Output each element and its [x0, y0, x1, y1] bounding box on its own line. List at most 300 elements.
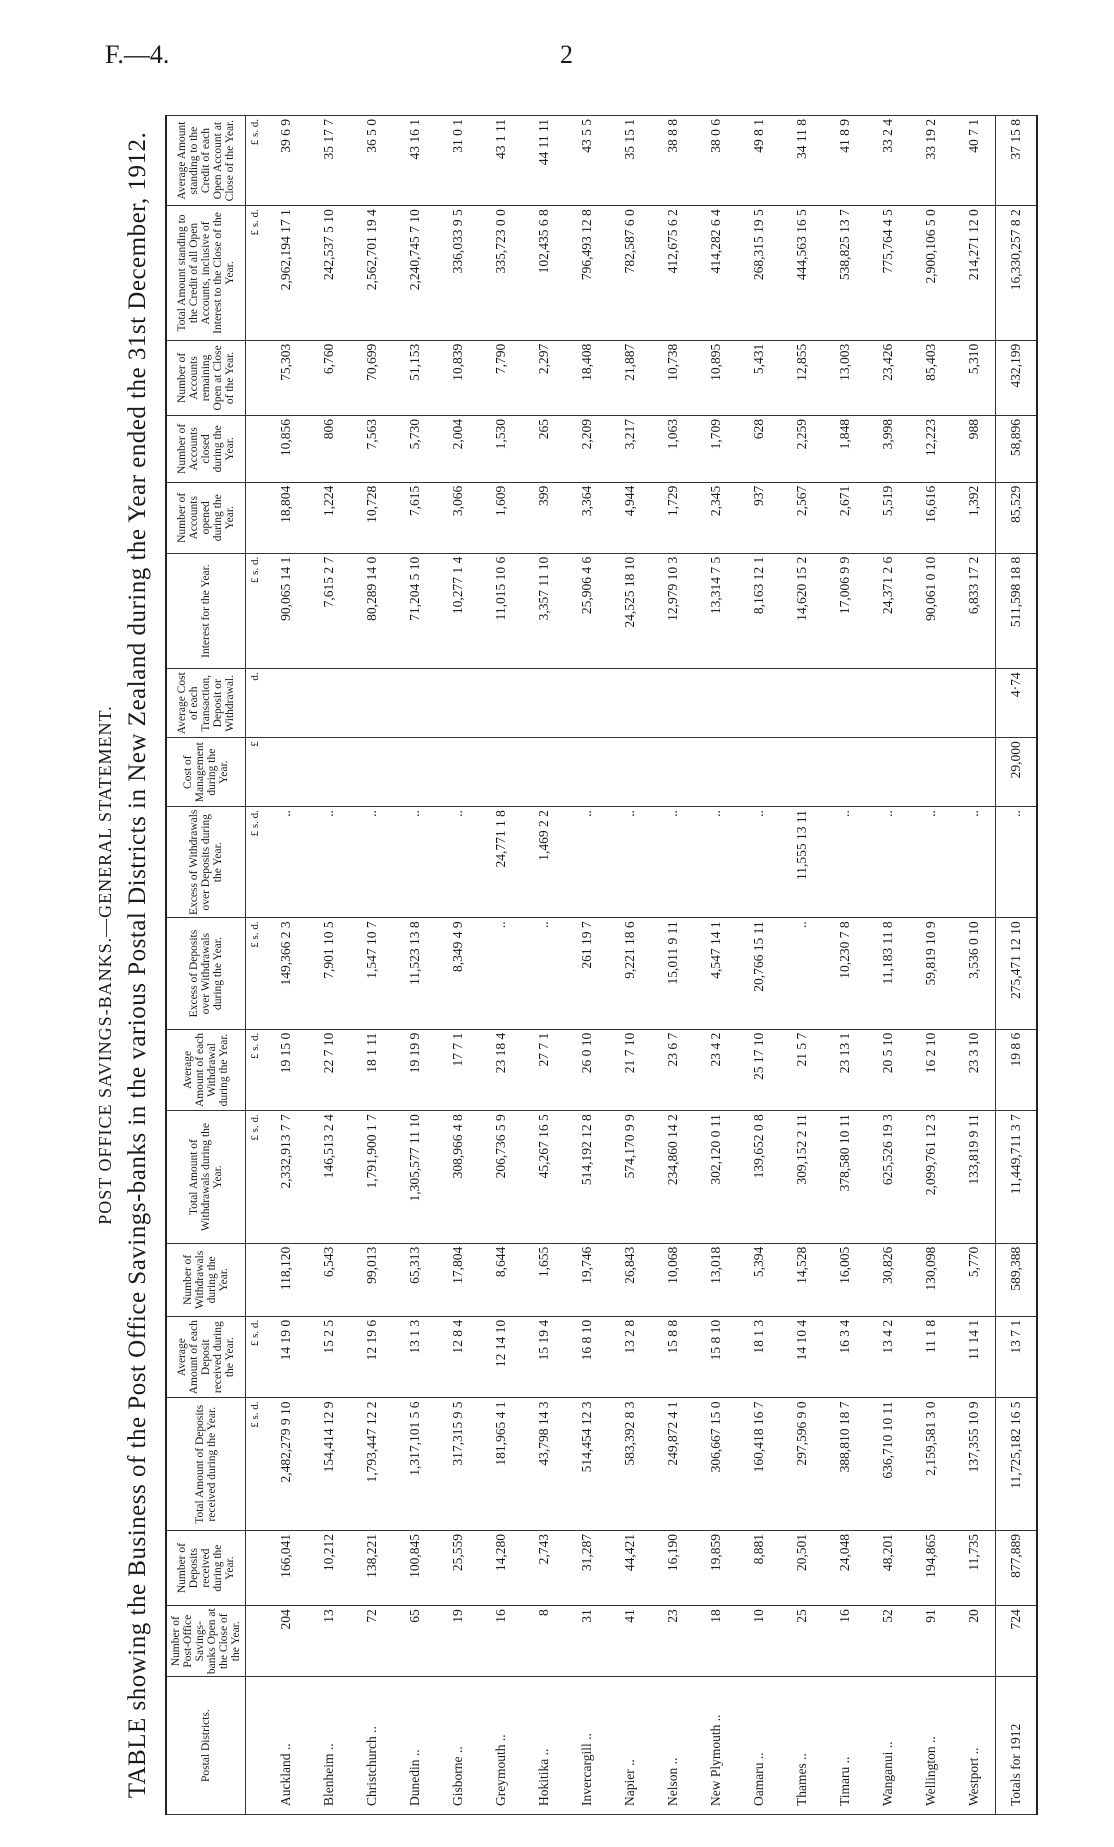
cell-withdrawals-amt: 206,736 5 9 — [479, 1111, 522, 1243]
units-row — [246, 116, 265, 1815]
cell-avg-cost — [393, 669, 436, 738]
cell-deposits-num: 24,048 — [823, 1530, 866, 1605]
unit-cell: £ s. d. — [246, 1111, 265, 1243]
cell-withdrawals-amt: 234,860 14 2 — [651, 1111, 694, 1243]
cell-avg-cost — [780, 669, 823, 738]
cell-deposit-avg: 15 2 5 — [307, 1316, 350, 1398]
cell-deposit-avg: 13 1 3 — [393, 1316, 436, 1398]
cell-remaining: 2,297 — [522, 340, 565, 415]
col-header-average-standing: Average Amount standing to the Credit of each Open Account at Close of the Year. — [166, 116, 246, 206]
cell-offices: 16 — [479, 1606, 522, 1677]
cell-avg-cost — [866, 669, 909, 738]
cell-deposits-num: 11,735 — [952, 1530, 996, 1605]
cell-deposit-avg: 15 8 8 — [651, 1316, 694, 1398]
cell-district: Christchurch .. — [350, 1677, 393, 1815]
cell-avg-cost — [522, 669, 565, 738]
cell-avg-cost — [307, 669, 350, 738]
cell-remaining: 5,431 — [737, 340, 780, 415]
total-withdrawal-avg: 19 8 6 — [996, 1029, 1038, 1111]
cell-remaining: 10,839 — [436, 340, 479, 415]
cell-avg-cost — [694, 669, 737, 738]
cell-opened: 10,728 — [350, 482, 393, 553]
cell-deposits-num: 20,501 — [780, 1530, 823, 1605]
cell-total-standing: 2,240,745 7 10 — [393, 206, 436, 341]
cell-withdrawals-amt: 1,305,577 11 10 — [393, 1111, 436, 1243]
cell-closed: 12,223 — [909, 416, 952, 483]
cell-avg-cost — [479, 669, 522, 738]
cell-avg-cost — [436, 669, 479, 738]
unit-cell — [246, 416, 265, 483]
cell-deposits-amt: 514,454 12 3 — [565, 1398, 608, 1530]
unit-cell — [246, 340, 265, 415]
header-row — [166, 116, 246, 1815]
cell-total-standing: 538,825 13 7 — [823, 206, 866, 341]
total-remaining: 432,199 — [996, 340, 1038, 415]
cell-deposits-amt: 388,810 18 7 — [823, 1398, 866, 1530]
cell-avg-standing: 39 6 9 — [264, 116, 307, 206]
cell-withdrawal-avg: 23 6 7 — [651, 1029, 694, 1111]
cell-district: Greymouth .. — [479, 1677, 522, 1815]
cell-offices: 19 — [436, 1606, 479, 1677]
cell-cost — [952, 738, 996, 807]
page-reference: F.—4. — [105, 40, 170, 69]
unit-cell: £ s. d. — [246, 206, 265, 341]
cell-closed: 265 — [522, 416, 565, 483]
total-cost: 29,000 — [996, 738, 1038, 807]
cell-opened: 5,519 — [866, 482, 909, 553]
cell-withdrawal-avg: 19 19 9 — [393, 1029, 436, 1111]
col-header-deposits-number: Number of Deposits received during the Year. — [166, 1530, 246, 1605]
cell-withdrawals-num: 5,770 — [952, 1243, 996, 1316]
cell-remaining: 51,153 — [393, 340, 436, 415]
table-row — [350, 116, 393, 1815]
cell-withdrawals-num: 6,543 — [307, 1243, 350, 1316]
cell-withdrawal-avg: 17 7 1 — [436, 1029, 479, 1111]
cell-interest: 12,979 10 3 — [651, 553, 694, 669]
cell-closed: 1,063 — [651, 416, 694, 483]
unit-cell: d. — [246, 669, 265, 738]
cell-district: Auckland .. — [264, 1677, 307, 1815]
cell-deposits-amt: 137,355 10 9 — [952, 1398, 996, 1530]
cell-offices: 13 — [307, 1606, 350, 1677]
cell-excess-wd: .. — [264, 807, 307, 918]
total-total-standing: 16,330,257 8 2 — [996, 206, 1038, 341]
cell-withdrawal-avg: 16 2 10 — [909, 1029, 952, 1111]
cell-deposits-num: 2,743 — [522, 1530, 565, 1605]
table-row — [737, 116, 780, 1815]
cell-offices: 204 — [264, 1606, 307, 1677]
cell-total-standing: 796,493 12 8 — [565, 206, 608, 341]
cell-deposits-num: 31,287 — [565, 1530, 608, 1605]
cell-avg-cost — [264, 669, 307, 738]
cell-deposits-amt: 2,482,279 9 10 — [264, 1398, 307, 1530]
col-header-excess-withdrawals: Excess of Withdrawals over Deposits during the Year. — [166, 807, 246, 918]
cell-deposit-avg: 11 14 1 — [952, 1316, 996, 1398]
cell-opened: 3,364 — [565, 482, 608, 553]
cell-district: Dunedin .. — [393, 1677, 436, 1815]
col-header-deposits-amount: Total Amount of Deposits received during the Year. — [166, 1398, 246, 1530]
cell-avg-cost — [909, 669, 952, 738]
cell-deposits-num: 194,865 — [909, 1530, 952, 1605]
cell-avg-standing: 36 5 0 — [350, 116, 393, 206]
cell-avg-standing: 49 8 1 — [737, 116, 780, 206]
table-row — [823, 116, 866, 1815]
cell-district: New Plymouth .. — [694, 1677, 737, 1815]
cell-deposit-avg: 14 10 4 — [780, 1316, 823, 1398]
cell-excess-wd: .. — [393, 807, 436, 918]
cell-deposits-amt: 583,392 8 3 — [608, 1398, 651, 1530]
cell-withdrawals-num: 30,826 — [866, 1243, 909, 1316]
cell-excess-dep: .. — [780, 918, 823, 1029]
cell-excess-wd: .. — [694, 807, 737, 918]
cell-interest: 7,615 2 7 — [307, 553, 350, 669]
cell-avg-standing: 40 7 1 — [952, 116, 996, 206]
table-row — [694, 116, 737, 1815]
total-offices: 724 — [996, 1606, 1038, 1677]
cell-deposit-avg: 11 1 8 — [909, 1316, 952, 1398]
cell-excess-dep: .. — [479, 918, 522, 1029]
cell-withdrawals-amt: 309,152 2 11 — [780, 1111, 823, 1243]
cell-closed: 10,856 — [264, 416, 307, 483]
cell-interest: 24,371 2 6 — [866, 553, 909, 669]
table-row — [780, 116, 823, 1815]
cell-excess-wd: 11,555 13 11 — [780, 807, 823, 918]
cell-closed: 5,730 — [393, 416, 436, 483]
cell-excess-wd: 24,771 1 8 — [479, 807, 522, 918]
total-withdrawals-num: 589,388 — [996, 1243, 1038, 1316]
cell-cost — [479, 738, 522, 807]
cell-withdrawals-amt: 378,580 10 11 — [823, 1111, 866, 1243]
cell-total-standing: 242,537 5 10 — [307, 206, 350, 341]
cell-withdrawal-avg: 26 0 10 — [565, 1029, 608, 1111]
cell-cost — [565, 738, 608, 807]
cell-district: Blenheim .. — [307, 1677, 350, 1815]
cell-closed: 2,259 — [780, 416, 823, 483]
cell-district: Oamaru .. — [737, 1677, 780, 1815]
cell-withdrawals-num: 26,843 — [608, 1243, 651, 1316]
cell-closed: 2,209 — [565, 416, 608, 483]
cell-district: Hokitika .. — [522, 1677, 565, 1815]
total-deposits-amt: 11,725,182 16 5 — [996, 1398, 1038, 1530]
cell-avg-standing: 43 5 5 — [565, 116, 608, 206]
cell-excess-dep: 9,221 18 6 — [608, 918, 651, 1029]
cell-closed: 988 — [952, 416, 996, 483]
cell-total-standing: 214,271 12 0 — [952, 206, 996, 341]
cell-interest: 14,620 15 2 — [780, 553, 823, 669]
cell-deposit-avg: 13 4 2 — [866, 1316, 909, 1398]
cell-deposit-avg: 12 19 6 — [350, 1316, 393, 1398]
cell-interest: 90,061 0 10 — [909, 553, 952, 669]
cell-avg-standing: 43 16 1 — [393, 116, 436, 206]
cell-district: Wanganui .. — [866, 1677, 909, 1815]
cell-excess-dep: 3,536 0 10 — [952, 918, 996, 1029]
unit-cell — [246, 1530, 265, 1605]
cell-avg-standing: 41 8 9 — [823, 116, 866, 206]
cell-deposits-amt: 154,414 12 9 — [307, 1398, 350, 1530]
cell-deposits-num: 8,881 — [737, 1530, 780, 1605]
cell-opened: 399 — [522, 482, 565, 553]
cell-avg-cost — [823, 669, 866, 738]
cell-interest: 80,289 14 0 — [350, 553, 393, 669]
total-deposits-num: 877,889 — [996, 1530, 1038, 1605]
unit-cell: £ s. d. — [246, 918, 265, 1029]
cell-deposits-num: 100,845 — [393, 1530, 436, 1605]
cell-withdrawal-avg: 20 5 10 — [866, 1029, 909, 1111]
total-closed: 58,896 — [996, 416, 1038, 483]
cell-opened: 16,616 — [909, 482, 952, 553]
cell-remaining: 70,699 — [350, 340, 393, 415]
cell-excess-wd: .. — [952, 807, 996, 918]
cell-deposits-num: 138,221 — [350, 1530, 393, 1605]
table-row — [909, 116, 952, 1815]
table-row — [479, 116, 522, 1815]
cell-offices: 23 — [651, 1606, 694, 1677]
cell-withdrawals-num: 118,120 — [264, 1243, 307, 1316]
cell-deposits-num: 166,041 — [264, 1530, 307, 1605]
cell-closed: 1,530 — [479, 416, 522, 483]
cell-remaining: 12,855 — [780, 340, 823, 415]
cell-avg-cost — [737, 669, 780, 738]
cell-avg-standing: 35 17 7 — [307, 116, 350, 206]
cell-interest: 3,357 11 10 — [522, 553, 565, 669]
cell-deposit-avg: 18 1 3 — [737, 1316, 780, 1398]
cell-closed: 2,004 — [436, 416, 479, 483]
cell-offices: 65 — [393, 1606, 436, 1677]
cell-deposits-amt: 297,596 9 0 — [780, 1398, 823, 1530]
cell-cost — [909, 738, 952, 807]
unit-cell — [246, 1243, 265, 1316]
cell-excess-wd: .. — [909, 807, 952, 918]
total-deposit-avg: 13 7 1 — [996, 1316, 1038, 1398]
total-interest: 511,598 18 8 — [996, 553, 1038, 669]
cell-opened: 937 — [737, 482, 780, 553]
table-row — [866, 116, 909, 1815]
table-row — [264, 116, 307, 1815]
total-district: Totals for 1912 — [996, 1677, 1038, 1815]
total-avg-standing: 37 15 8 — [996, 116, 1038, 206]
col-header-total-standing: Total Amount standing to the Credit of all Open Accounts, inclusive of Interest to the Close of the Year. — [166, 206, 246, 341]
unit-cell: £ s. d. — [246, 116, 265, 206]
cell-withdrawals-amt: 625,526 19 3 — [866, 1111, 909, 1243]
cell-excess-wd: .. — [307, 807, 350, 918]
cell-offices: 16 — [823, 1606, 866, 1677]
cell-opened: 4,944 — [608, 482, 651, 553]
cell-excess-dep: 59,819 10 9 — [909, 918, 952, 1029]
cell-withdrawal-avg: 23 18 4 — [479, 1029, 522, 1111]
cell-withdrawals-amt: 139,652 0 8 — [737, 1111, 780, 1243]
cell-interest: 25,906 4 6 — [565, 553, 608, 669]
col-header-withdrawals-amount: Total Amount of Withdrawals during the Year. — [166, 1111, 246, 1243]
col-header-district: Postal Districts. — [166, 1677, 246, 1815]
cell-opened: 1,224 — [307, 482, 350, 553]
cell-excess-wd: .. — [866, 807, 909, 918]
unit-cell — [246, 482, 265, 553]
cell-cost — [264, 738, 307, 807]
cell-avg-standing: 33 19 2 — [909, 116, 952, 206]
cell-deposit-avg: 15 19 4 — [522, 1316, 565, 1398]
cell-withdrawals-amt: 2,332,913 7 7 — [264, 1111, 307, 1243]
cell-excess-wd: .. — [350, 807, 393, 918]
cell-district: Timaru .. — [823, 1677, 866, 1815]
cell-remaining: 23,426 — [866, 340, 909, 415]
cell-withdrawals-num: 5,394 — [737, 1243, 780, 1316]
cell-deposit-avg: 16 3 4 — [823, 1316, 866, 1398]
table-body — [246, 116, 1038, 1815]
cell-remaining: 21,887 — [608, 340, 651, 415]
col-header-accounts-closed: Number of Accounts closed during the Year. — [166, 416, 246, 483]
cell-total-standing: 775,764 4 5 — [866, 206, 909, 341]
cell-withdrawal-avg: 21 7 10 — [608, 1029, 651, 1111]
cell-withdrawals-num: 130,098 — [909, 1243, 952, 1316]
cell-interest: 8,163 12 1 — [737, 553, 780, 669]
cell-excess-dep: 1,547 10 7 — [350, 918, 393, 1029]
table-row — [522, 116, 565, 1815]
cell-offices: 91 — [909, 1606, 952, 1677]
cell-deposits-amt: 317,315 9 5 — [436, 1398, 479, 1530]
cell-cost — [651, 738, 694, 807]
cell-deposits-amt: 1,317,101 5 6 — [393, 1398, 436, 1530]
cell-withdrawal-avg: 22 7 10 — [307, 1029, 350, 1111]
cell-deposit-avg: 14 19 0 — [264, 1316, 307, 1398]
cell-withdrawals-num: 17,804 — [436, 1243, 479, 1316]
cell-withdrawal-avg: 23 13 1 — [823, 1029, 866, 1111]
cell-deposit-avg: 12 8 4 — [436, 1316, 479, 1398]
cell-deposit-avg: 12 14 10 — [479, 1316, 522, 1398]
cell-district: Napier .. — [608, 1677, 651, 1815]
cell-withdrawals-amt: 2,099,761 12 3 — [909, 1111, 952, 1243]
cell-excess-wd: .. — [436, 807, 479, 918]
cell-interest: 90,065 14 1 — [264, 553, 307, 669]
cell-excess-dep: 8,349 4 9 — [436, 918, 479, 1029]
cell-district: Invercargill .. — [565, 1677, 608, 1815]
col-header-offices: Number of Post-Office Savings-banks Open at the Close of the Year. — [166, 1606, 246, 1677]
general-title: POST OFFICE SAVINGS-BANKS.—GENERAL STATEMENT. — [95, 705, 115, 1225]
table-row — [393, 116, 436, 1815]
savings-bank-table — [165, 115, 1038, 1815]
cell-deposits-num: 10,212 — [307, 1530, 350, 1605]
cell-opened: 2,345 — [694, 482, 737, 553]
cell-deposits-amt: 1,793,447 12 2 — [350, 1398, 393, 1530]
table-row — [608, 116, 651, 1815]
cell-total-standing: 412,675 6 2 — [651, 206, 694, 341]
cell-avg-cost — [565, 669, 608, 738]
cell-interest: 11,015 10 6 — [479, 553, 522, 669]
cell-excess-dep: .. — [522, 918, 565, 1029]
cell-total-standing: 444,563 16 5 — [780, 206, 823, 341]
cell-cost — [823, 738, 866, 807]
cell-excess-dep: 149,366 2 3 — [264, 918, 307, 1029]
cell-deposits-num: 25,559 — [436, 1530, 479, 1605]
col-header-withdrawal-average: Average Amount of each Withdrawal during the Year. — [166, 1029, 246, 1111]
landscape-sheet — [90, 95, 1100, 1835]
cell-remaining: 18,408 — [565, 340, 608, 415]
col-header-accounts-remaining: Number of Accounts remaining Open at Close of the Year. — [166, 340, 246, 415]
cell-interest: 6,833 17 2 — [952, 553, 996, 669]
unit-cell: £ s. d. — [246, 553, 265, 669]
cell-deposit-avg: 16 8 10 — [565, 1316, 608, 1398]
cell-avg-cost — [350, 669, 393, 738]
col-header-excess-deposits: Excess of Deposits over Withdrawals during the Year. — [166, 918, 246, 1029]
cell-offices: 31 — [565, 1606, 608, 1677]
cell-remaining: 13,003 — [823, 340, 866, 415]
cell-withdrawals-num: 16,005 — [823, 1243, 866, 1316]
col-header-cost: Cost of Management during the Year. — [166, 738, 246, 807]
cell-excess-dep: 4,547 14 1 — [694, 918, 737, 1029]
table-row — [436, 116, 479, 1815]
cell-interest: 71,204 5 10 — [393, 553, 436, 669]
cell-deposits-num: 48,201 — [866, 1530, 909, 1605]
cell-excess-wd: .. — [651, 807, 694, 918]
cell-offices: 20 — [952, 1606, 996, 1677]
cell-district: Wellington .. — [909, 1677, 952, 1815]
cell-interest: 17,006 9 9 — [823, 553, 866, 669]
cell-remaining: 85,403 — [909, 340, 952, 415]
cell-deposits-amt: 160,418 16 7 — [737, 1398, 780, 1530]
cell-withdrawal-avg: 19 15 0 — [264, 1029, 307, 1111]
cell-opened: 18,804 — [264, 482, 307, 553]
cell-total-standing: 335,723 0 0 — [479, 206, 522, 341]
total-excess-dep: 275,471 12 10 — [996, 918, 1038, 1029]
cell-offices: 10 — [737, 1606, 780, 1677]
cell-interest: 10,277 1 4 — [436, 553, 479, 669]
col-header-withdrawals-number: Number of Withdrawals during the Year. — [166, 1243, 246, 1316]
cell-remaining: 75,303 — [264, 340, 307, 415]
cell-withdrawals-amt: 1,791,900 1 7 — [350, 1111, 393, 1243]
cell-withdrawals-num: 99,013 — [350, 1243, 393, 1316]
cell-excess-wd: .. — [608, 807, 651, 918]
cell-opened: 2,567 — [780, 482, 823, 553]
cell-deposits-num: 14,280 — [479, 1530, 522, 1605]
unit-cell: £ s. d. — [246, 1316, 265, 1398]
total-excess-wd: .. — [996, 807, 1038, 918]
total-avg-cost: 4·74 — [996, 669, 1038, 738]
cell-remaining: 6,760 — [307, 340, 350, 415]
cell-withdrawal-avg: 23 3 10 — [952, 1029, 996, 1111]
cell-cost — [737, 738, 780, 807]
cell-avg-standing: 31 0 1 — [436, 116, 479, 206]
unit-cell — [246, 1606, 265, 1677]
table-row — [565, 116, 608, 1815]
cell-cost — [393, 738, 436, 807]
cell-avg-standing: 34 11 8 — [780, 116, 823, 206]
cell-district: Gisborne .. — [436, 1677, 479, 1815]
cell-excess-dep: 261 19 7 — [565, 918, 608, 1029]
cell-total-standing: 102,435 6 8 — [522, 206, 565, 341]
cell-withdrawals-amt: 302,120 0 11 — [694, 1111, 737, 1243]
cell-cost — [694, 738, 737, 807]
cell-total-standing: 336,033 9 5 — [436, 206, 479, 341]
cell-avg-cost — [651, 669, 694, 738]
cell-withdrawals-num: 10,068 — [651, 1243, 694, 1316]
cell-avg-cost — [952, 669, 996, 738]
cell-total-standing: 2,900,106 5 0 — [909, 206, 952, 341]
cell-cost — [608, 738, 651, 807]
cell-withdrawals-num: 8,644 — [479, 1243, 522, 1316]
cell-deposits-amt: 306,667 15 0 — [694, 1398, 737, 1530]
table-row — [651, 116, 694, 1815]
cell-closed: 806 — [307, 416, 350, 483]
cell-closed: 1,848 — [823, 416, 866, 483]
cell-withdrawals-amt: 133,819 9 11 — [952, 1111, 996, 1243]
cell-interest: 13,314 7 5 — [694, 553, 737, 669]
cell-withdrawal-avg: 18 1 11 — [350, 1029, 393, 1111]
cell-withdrawals-num: 1,655 — [522, 1243, 565, 1316]
cell-closed: 3,998 — [866, 416, 909, 483]
cell-cost — [350, 738, 393, 807]
cell-withdrawal-avg: 23 4 2 — [694, 1029, 737, 1111]
cell-excess-dep: 20,766 15 11 — [737, 918, 780, 1029]
cell-remaining: 7,790 — [479, 340, 522, 415]
